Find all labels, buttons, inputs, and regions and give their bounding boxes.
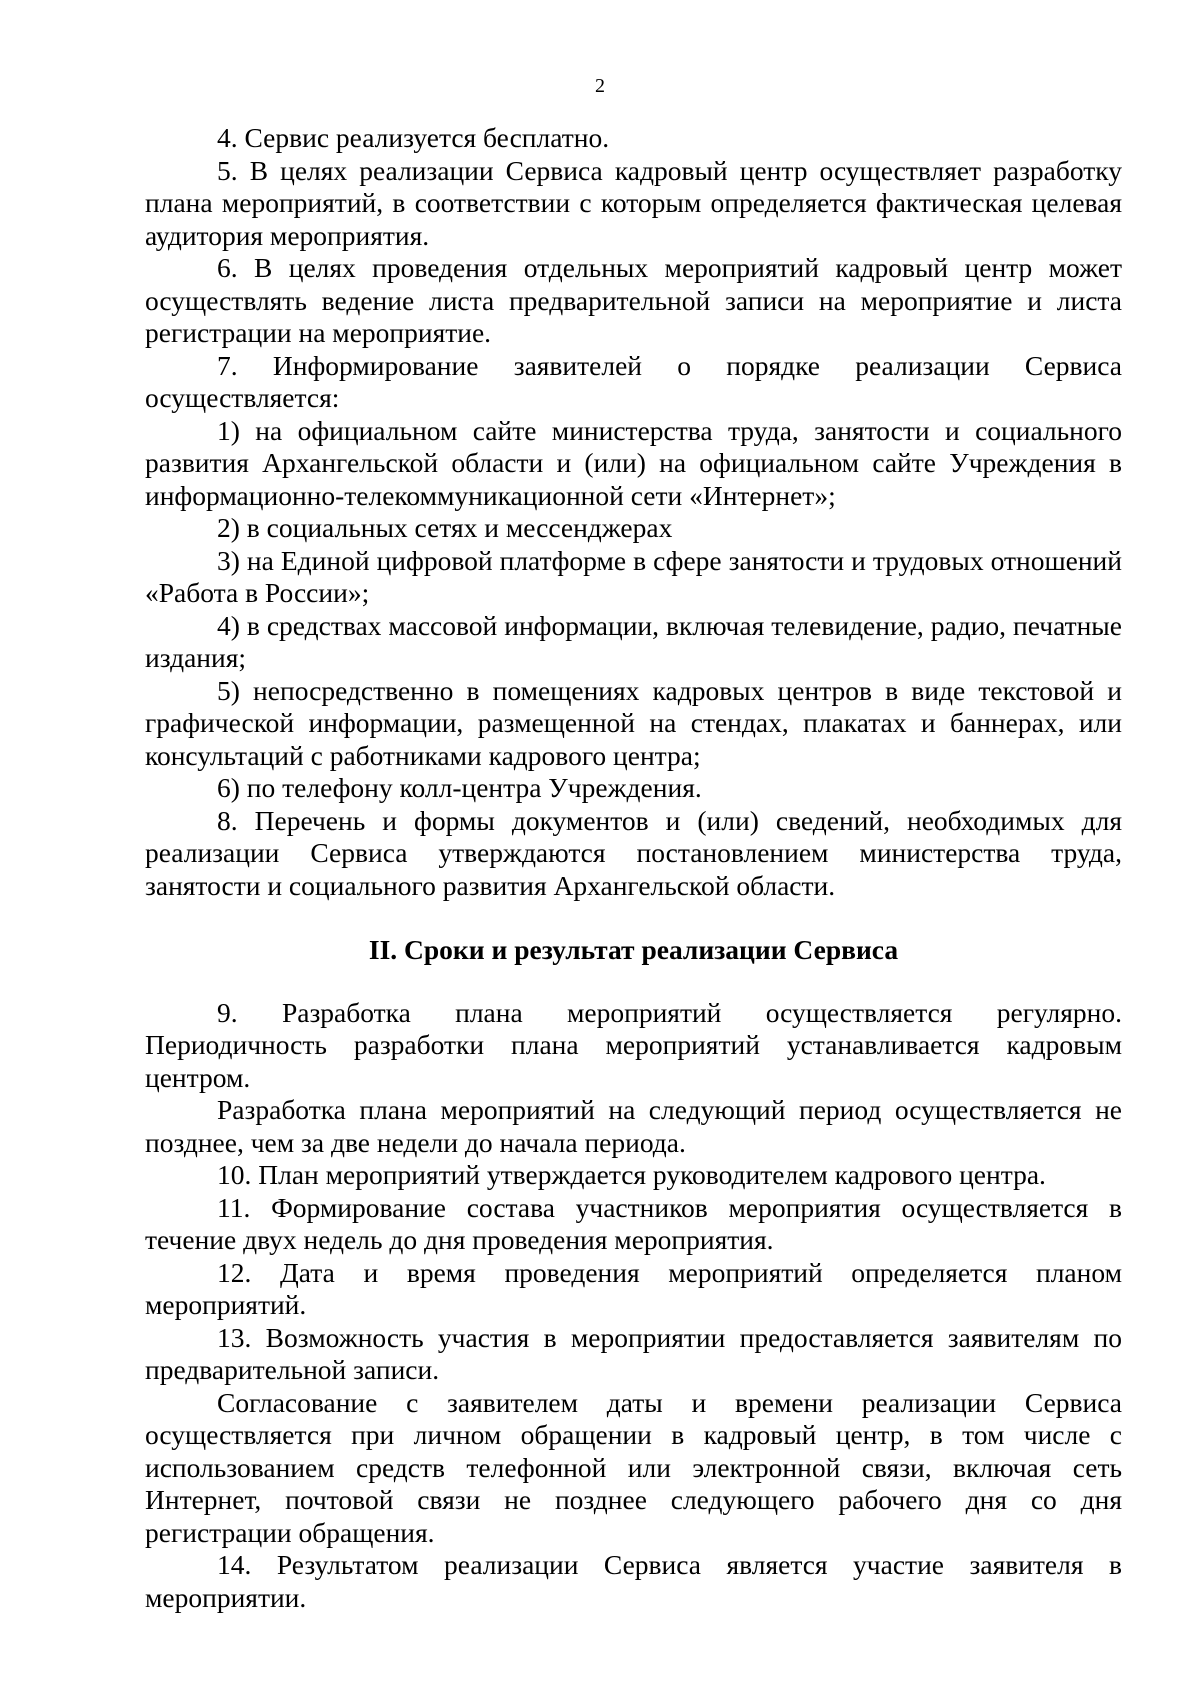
paragraph-item-4: 4. Сервис реализуется бесплатно. xyxy=(217,122,610,153)
section-heading: II. Сроки и результат реализации Сервиса xyxy=(368,934,899,965)
paragraph-item-5: 5. В целях реализации Сервиса кадровый центр осуществляет разработку плана мероприятий, в соответствии с которым определяется фактическая целевая аудитория мероприятия. xyxy=(145,154,1122,251)
paragraph-item-13: 13. Возможность участия в мероприятии предоставляется заявителям по предварительной записи. xyxy=(145,1321,1122,1385)
paragraph-item-13-continued: Согласование с заявителем даты и времени реализации Сервиса осуществляется при личном обращении в кадровый центр, в том числе с использованием средств телефонной или электронной связи, включая сеть Интернет, почтовой связи не позднее следующего рабочего дня со дня регистрации обращения. xyxy=(145,1386,1122,1548)
paragraph-item-14: 14. Результатом реализации Сервиса является участие заявителя в мероприятии. xyxy=(145,1549,1122,1613)
list-item-7-4: 4) в средствах массовой информации, включая телевидение, радио, печатные издания; xyxy=(145,609,1122,673)
list-item-7-3: 3) на Единой цифровой платформе в сфере занятости и трудовых отношений «Работа в России»; xyxy=(145,544,1122,608)
page-number: 2 xyxy=(595,75,605,97)
paragraph-item-7: 7. Информирование заявителей о порядке реализации Сервиса осуществляется: xyxy=(145,349,1122,413)
document-body xyxy=(145,122,1122,1614)
paragraph-item-10: 10. План мероприятий утверждается руководителем кадрового центра. xyxy=(217,1159,1046,1190)
list-item-7-5: 5) непосредственно в помещениях кадровых центров в виде текстовой и графической информации, размещенной на стендах, плакатах и баннерах, или консультаций с работниками кадрового центра; xyxy=(145,674,1122,771)
paragraph-item-6: 6. В целях проведения отдельных мероприятий кадровый центр может осуществлять ведение листа предварительной записи на мероприятие и листа регистрации на мероприятие. xyxy=(145,252,1122,348)
paragraph-item-8: 8. Перечень и формы документов и (или) сведений, необходимых для реализации Сервиса утверждаются постановлением министерства труда, занятости и социального развития Архангельской области. xyxy=(145,804,1122,901)
paragraph-item-12: 12. Дата и время проведения мероприятий определяется планом мероприятий. xyxy=(145,1256,1122,1320)
paragraph-item-9: 9. Разработка плана мероприятий осуществляется регулярно. Периодичность разработки плана мероприятий устанавливается кадровым центром. xyxy=(145,996,1122,1093)
list-item-7-2: 2) в социальных сетях и мессенджерах xyxy=(217,512,673,543)
paragraph-item-11: 11. Формирование состава участников мероприятия осуществляется в течение двух недель до дня проведения мероприятия. xyxy=(145,1191,1122,1255)
list-item-7-1: 1) на официальном сайте министерства труда, занятости и социального развития Архангельской области и (или) на официальном сайте Учреждения в информационно-телекоммуникационной сети «Интернет»; xyxy=(145,414,1122,511)
paragraph-item-9-continued: Разработка плана мероприятий на следующий период осуществляется не позднее, чем за две недели до начала периода. xyxy=(145,1094,1122,1158)
list-item-7-6: 6) по телефону колл-центра Учреждения. xyxy=(217,772,702,803)
